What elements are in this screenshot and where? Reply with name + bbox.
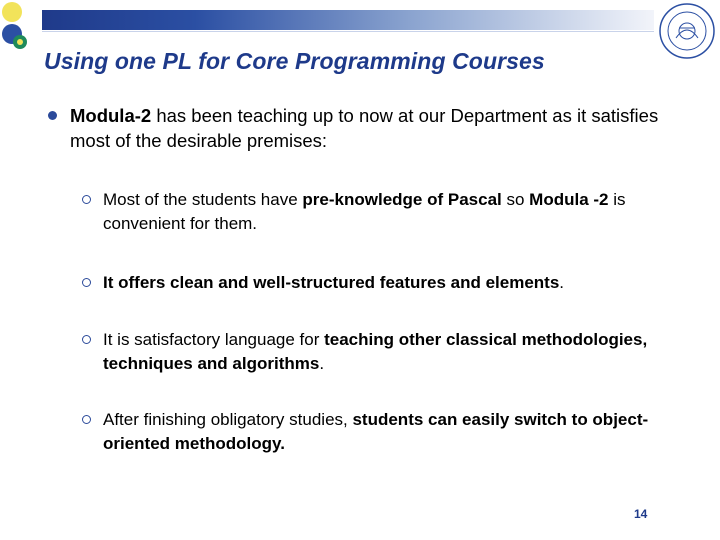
bold-segment: pre-knowledge of Pascal	[302, 190, 502, 209]
bold-segment: Modula -2	[529, 190, 609, 209]
main-bullet	[48, 103, 678, 153]
decorative-circles-logo-icon	[0, 0, 40, 60]
ring-bullet-icon	[82, 415, 91, 424]
header-rule	[42, 31, 654, 32]
slide-title: Using one PL for Core Programming Courses	[44, 48, 545, 74]
ring-bullet-icon	[82, 278, 91, 287]
sub-bullet-text	[103, 271, 682, 295]
bullet-dot-icon	[48, 111, 57, 120]
main-bullet-rest: has been teaching up to now at our Department as it satisfies most of the desirable premises:	[70, 105, 659, 151]
main-bullet-text	[70, 103, 678, 153]
sub-bullet-1	[82, 188, 682, 236]
bold-segment: It offers clean and well-structured features and elements	[103, 273, 560, 292]
text-segment: so	[501, 190, 530, 209]
ring-bullet-icon	[82, 195, 91, 204]
sub-bullet-3	[82, 328, 682, 376]
text-segment: .	[319, 354, 325, 373]
page-number: 14	[634, 507, 648, 521]
sub-bullet-4	[82, 408, 682, 456]
ring-bullet-icon	[82, 335, 91, 344]
main-bullet-bold: Modula-2	[70, 105, 152, 126]
bold-segment: students can easily switch to object-oriented methodology.	[103, 410, 649, 453]
sub-bullet-text	[103, 328, 682, 376]
text-segment: .	[559, 273, 565, 292]
sub-bullet-text	[103, 188, 682, 236]
sub-bullet-text	[103, 408, 682, 456]
university-seal-icon	[654, 0, 720, 62]
text-segment: Most of the students have	[103, 190, 303, 209]
text-segment: It is satisfactory language for	[103, 330, 325, 349]
text-segment: is convenient for them.	[103, 190, 626, 233]
text-segment: After finishing obligatory studies,	[103, 410, 353, 429]
bold-segment: teaching other classical methodologies, techniques and algorithms	[103, 330, 648, 373]
sub-bullet-2	[82, 271, 682, 295]
header-gradient-bar	[42, 10, 654, 30]
